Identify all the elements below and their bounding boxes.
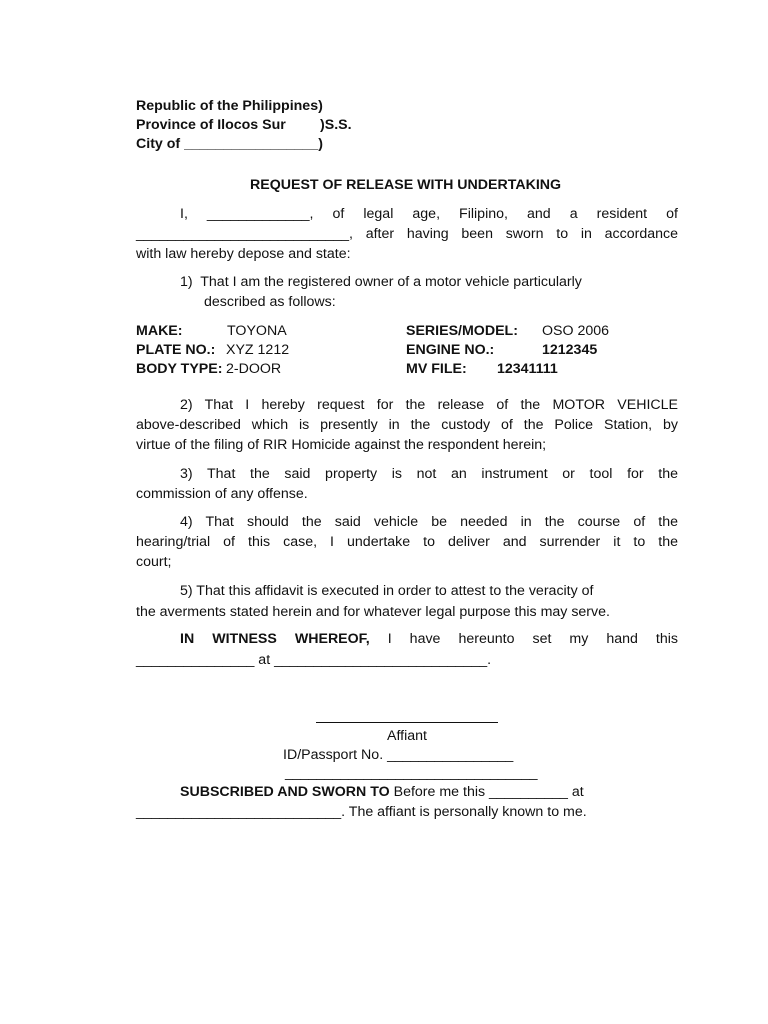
- item2-line-2: above-described which is presently in the custody of the Police Station, by: [136, 417, 678, 433]
- id-passport-line: ID/Passport No. ________________: [283, 747, 514, 763]
- affiant-signature-line: [316, 722, 498, 723]
- jurat-line-1: [180, 783, 584, 801]
- series-value: OSO 2006: [542, 323, 610, 339]
- item4-line-1: 4) That should the said vehicle be needed in the course of the: [180, 514, 678, 530]
- intro-line-1: I, _____________, of legal age, Filipino, and a resident of: [180, 206, 678, 222]
- body-type-value: 2-DOOR: [226, 361, 282, 377]
- item3-line-2: commission of any offense.: [136, 486, 308, 502]
- witness-rest: I have hereunto set my hand this: [369, 631, 678, 647]
- make-value: TOYONA: [227, 323, 287, 339]
- header-province: Province of Ilocos Sur: [136, 117, 286, 133]
- plate-value: XYZ 1212: [226, 342, 290, 358]
- witness-bold: IN WITNESS WHEREOF,: [180, 631, 370, 647]
- item2-line-3: virtue of the filing of RIR Homicide against the respondent herein;: [136, 437, 547, 453]
- item4-line-3: court;: [136, 554, 172, 570]
- item4-line-2: hearing/trial of this case, I undertake to deliver and surrender it to the: [136, 534, 678, 550]
- item1-line-2: described as follows:: [204, 294, 336, 310]
- document-title: REQUEST OF RELEASE WITH UNDERTAKING: [250, 177, 562, 193]
- intro-line-3: with law hereby depose and state:: [136, 246, 351, 262]
- item2-line-1: 2) That I hereby request for the release of the MOTOR VEHICLE: [180, 397, 678, 413]
- engine-value: 1212345: [542, 342, 598, 358]
- item3-line-1: 3) That the said property is not an instrument or tool for the: [180, 466, 678, 482]
- series-label: SERIES/MODEL:: [406, 323, 518, 339]
- item1-line-1: 1) That I am the registered owner of a motor vehicle particularly: [180, 274, 582, 290]
- mv-file-label: MV FILE:: [406, 361, 467, 377]
- engine-label: ENGINE NO.:: [406, 342, 495, 358]
- make-label: MAKE:: [136, 323, 183, 339]
- affiant-label: Affiant: [387, 728, 427, 744]
- plate-label: PLATE NO.:: [136, 342, 216, 358]
- witness-line-2: _______________ at ___________________________.: [136, 652, 492, 668]
- jurat-bold: SUBSCRIBED AND SWORN TO: [180, 784, 390, 800]
- intro-line-2: ___________________________, after having been sworn to in accordance: [136, 226, 678, 242]
- jurat-line-2: __________________________. The affiant is personally known to me.: [136, 804, 587, 820]
- witness-line-1: [180, 630, 678, 648]
- header-ss: )S.S.: [320, 117, 352, 133]
- header-republic: Republic of the Philippines): [136, 98, 323, 114]
- header-city: City of _________________): [136, 136, 323, 152]
- jurat-rest: Before me this __________ at: [389, 784, 584, 800]
- mv-file-value: 12341111: [497, 361, 558, 377]
- body-type-label: BODY TYPE:: [136, 361, 223, 377]
- item5-line-1: 5) That this affidavit is executed in order to attest to the veracity of: [180, 583, 594, 599]
- item5-line-2: the averments stated herein and for whatever legal purpose this may serve.: [136, 604, 610, 620]
- blank-signature-line: ________________________________: [285, 765, 538, 781]
